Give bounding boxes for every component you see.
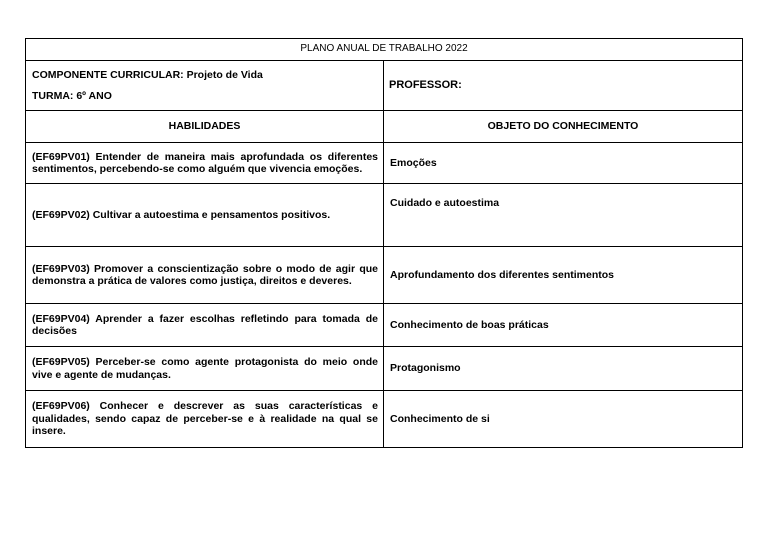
professor-cell: PROFESSOR: (384, 61, 743, 111)
table-row (26, 347, 743, 391)
objeto-cell: Conhecimento de si (384, 391, 743, 448)
table-row (26, 184, 743, 247)
plan-table (25, 38, 743, 448)
habilidade-cell: (EF69PV05) Perceber-se como agente protagonista do meio onde vive e agente de mudanças. (26, 347, 384, 391)
habilidade-cell: (EF69PV06) Conhecer e descrever as suas características e qualidades, sendo capaz de perceber-se e à realidade na qual se insere. (26, 391, 384, 448)
table-row (26, 391, 743, 448)
turma: TURMA: 6º ANO (32, 90, 112, 102)
objeto-cell: Aprofundamento dos diferentes sentimentos (384, 247, 743, 304)
objeto-cell: Emoções (384, 143, 743, 184)
document-page (25, 38, 742, 448)
componente-curricular: COMPONENTE CURRICULAR: Projeto de Vida (32, 68, 263, 81)
header-habilidades: HABILIDADES (26, 111, 384, 143)
header-objeto: OBJETO DO CONHECIMENTO (384, 111, 743, 143)
objeto-cell: Cuidado e autoestima (384, 184, 743, 247)
objeto-cell: Conhecimento de boas práticas (384, 304, 743, 347)
habilidade-cell: (EF69PV03) Promover a conscientização sobre o modo de agir que demonstra a prática de valores como justiça, direitos e deveres. (26, 247, 384, 304)
habilidade-cell: (EF69PV01) Entender de maneira mais aprofundada os diferentes sentimentos, percebendo-se como alguém que vivencia emoções. (26, 143, 384, 184)
objeto-cell: Protagonismo (384, 347, 743, 391)
table-row (26, 247, 743, 304)
habilidade-cell: (EF69PV02) Cultivar a autoestima e pensamentos positivos. (26, 184, 384, 247)
table-row (26, 304, 743, 347)
course-info-cell (26, 61, 384, 111)
habilidade-cell: (EF69PV04) Aprender a fazer escolhas refletindo para tomada de decisões (26, 304, 384, 347)
table-title: PLANO ANUAL DE TRABALHO 2022 (26, 39, 743, 61)
table-row (26, 143, 743, 184)
